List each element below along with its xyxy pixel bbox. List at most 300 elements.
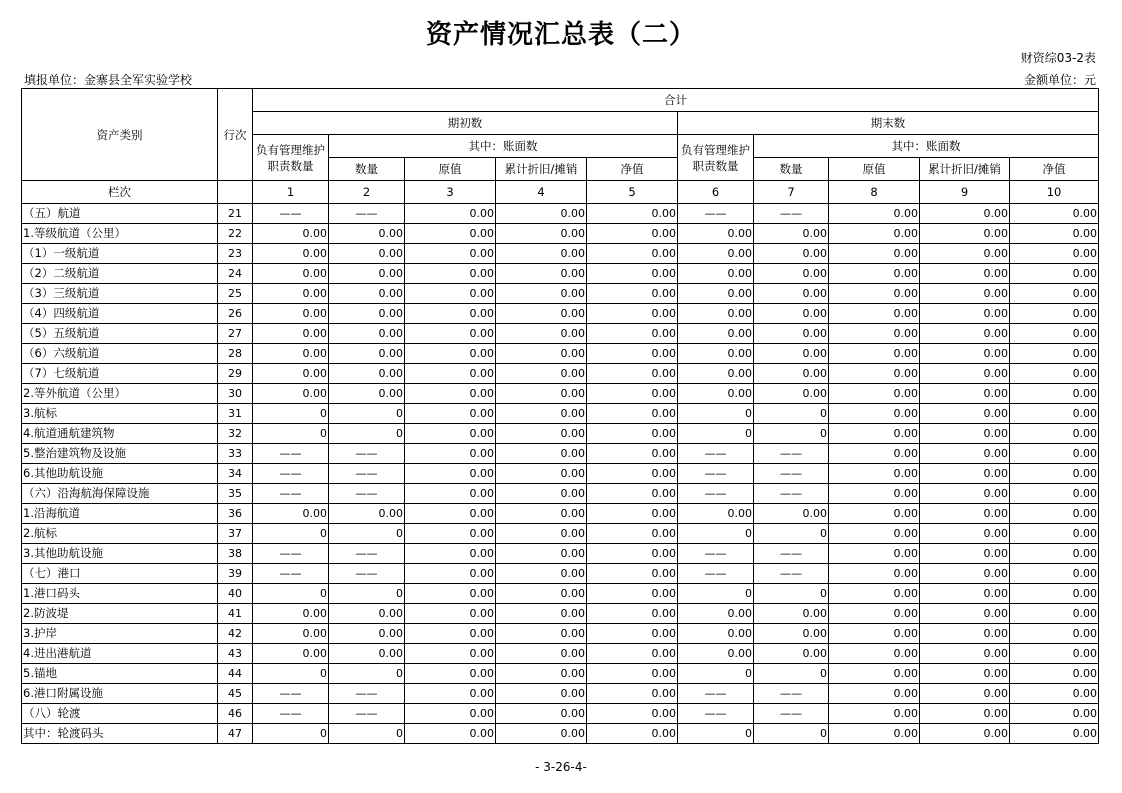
value-cell: 0.00 — [678, 624, 754, 644]
asset-category-cell: 4.航道通航建筑物 — [22, 424, 218, 444]
value-cell: 0.00 — [920, 384, 1010, 404]
value-cell: 0.00 — [405, 244, 496, 264]
value-cell: 0.00 — [405, 404, 496, 424]
table-row — [22, 544, 1099, 564]
value-cell: 0.00 — [1010, 284, 1099, 304]
value-cell: 0.00 — [829, 344, 920, 364]
value-cell: 0 — [253, 724, 329, 744]
value-cell: 0 — [678, 424, 754, 444]
table-body — [22, 204, 1099, 744]
value-cell: 0 — [754, 524, 829, 544]
value-cell: 0.00 — [496, 504, 587, 524]
value-cell: —— — [754, 464, 829, 484]
table-row — [22, 604, 1099, 624]
value-cell: 0.00 — [405, 304, 496, 324]
value-cell: 0.00 — [405, 604, 496, 624]
value-cell: —— — [678, 204, 754, 224]
header-book-begin: 其中：账面数 — [329, 135, 678, 158]
value-cell: 0.00 — [1010, 564, 1099, 584]
value-cell: 0.00 — [754, 344, 829, 364]
value-cell: 0.00 — [496, 304, 587, 324]
asset-category-cell: 1.沿海航道 — [22, 504, 218, 524]
value-cell: 0.00 — [920, 204, 1010, 224]
table-row — [22, 284, 1099, 304]
value-cell: —— — [754, 444, 829, 464]
value-cell: 0.00 — [754, 304, 829, 324]
value-cell: 0.00 — [1010, 704, 1099, 724]
value-cell: 0.00 — [405, 364, 496, 384]
asset-category-cell: （2）二级航道 — [22, 264, 218, 284]
value-cell: 0.00 — [829, 684, 920, 704]
value-cell: 0.00 — [329, 384, 405, 404]
row-number-cell: 27 — [218, 324, 253, 344]
value-cell: 0.00 — [1010, 384, 1099, 404]
value-cell: 0 — [678, 584, 754, 604]
asset-category-cell: （六）沿海航海保障设施 — [22, 484, 218, 504]
value-cell: 0.00 — [496, 424, 587, 444]
value-cell: 0.00 — [1010, 224, 1099, 244]
value-cell: 0.00 — [920, 344, 1010, 364]
value-cell: 0.00 — [253, 284, 329, 304]
value-cell: 0.00 — [405, 584, 496, 604]
value-cell: 0.00 — [920, 604, 1010, 624]
value-cell: —— — [754, 704, 829, 724]
header-original-end: 原值 — [829, 158, 920, 181]
value-cell: 0 — [253, 424, 329, 444]
asset-category-cell: （6）六级航道 — [22, 344, 218, 364]
value-cell: 0.00 — [329, 364, 405, 384]
value-cell: 0.00 — [1010, 724, 1099, 744]
value-cell: 0 — [678, 664, 754, 684]
value-cell: —— — [253, 204, 329, 224]
value-cell: —— — [329, 684, 405, 704]
column-number: 7 — [754, 181, 829, 204]
value-cell: 0.00 — [329, 344, 405, 364]
value-cell: 0.00 — [329, 244, 405, 264]
value-cell: —— — [253, 704, 329, 724]
value-cell: 0.00 — [587, 424, 678, 444]
asset-category-cell: （5）五级航道 — [22, 324, 218, 344]
header-asset-category: 资产类别 — [22, 89, 218, 181]
asset-category-cell: （7）七级航道 — [22, 364, 218, 384]
table-row — [22, 324, 1099, 344]
value-cell: 0.00 — [1010, 344, 1099, 364]
value-cell: —— — [329, 544, 405, 564]
header-qty-begin: 数量 — [329, 158, 405, 181]
value-cell: 0.00 — [1010, 584, 1099, 604]
table-row — [22, 344, 1099, 364]
asset-category-cell: （1）一级航道 — [22, 244, 218, 264]
row-number-cell: 22 — [218, 224, 253, 244]
value-cell: 0.00 — [754, 644, 829, 664]
value-cell: 0.00 — [1010, 524, 1099, 544]
value-cell: 0.00 — [329, 604, 405, 624]
header-responsible-qty-begin: 负有管理维护职责数量 — [253, 135, 329, 181]
row-number-cell: 38 — [218, 544, 253, 564]
value-cell: 0.00 — [496, 324, 587, 344]
row-number-cell: 30 — [218, 384, 253, 404]
value-cell: 0.00 — [920, 564, 1010, 584]
value-cell: 0.00 — [329, 304, 405, 324]
value-cell: 0.00 — [1010, 404, 1099, 424]
column-number: 9 — [920, 181, 1010, 204]
header-responsible-qty-end: 负有管理维护职责数量 — [678, 135, 754, 181]
value-cell: 0.00 — [587, 404, 678, 424]
asset-category-cell: 5.整治建筑物及设施 — [22, 444, 218, 464]
asset-summary-table — [21, 88, 1099, 744]
value-cell: 0.00 — [496, 244, 587, 264]
value-cell: 0.00 — [405, 564, 496, 584]
header-row-no: 行次 — [218, 89, 253, 181]
value-cell: 0.00 — [829, 324, 920, 344]
table-row — [22, 484, 1099, 504]
value-cell: —— — [754, 564, 829, 584]
table-row — [22, 724, 1099, 744]
row-number-cell: 46 — [218, 704, 253, 724]
value-cell: 0.00 — [405, 684, 496, 704]
value-cell: 0.00 — [754, 284, 829, 304]
value-cell: —— — [329, 204, 405, 224]
value-cell: 0.00 — [587, 704, 678, 724]
value-cell: 0.00 — [253, 384, 329, 404]
value-cell: 0.00 — [329, 224, 405, 244]
value-cell: 0.00 — [587, 524, 678, 544]
row-number-cell: 23 — [218, 244, 253, 264]
value-cell: 0.00 — [496, 444, 587, 464]
value-cell: 0 — [329, 524, 405, 544]
value-cell: —— — [678, 464, 754, 484]
row-number-cell: 33 — [218, 444, 253, 464]
value-cell: 0.00 — [587, 644, 678, 664]
row-number-cell: 42 — [218, 624, 253, 644]
value-cell: 0.00 — [587, 684, 678, 704]
value-cell: 0.00 — [405, 464, 496, 484]
value-cell: 0.00 — [829, 424, 920, 444]
value-cell: —— — [329, 704, 405, 724]
value-cell: 0.00 — [829, 704, 920, 724]
value-cell: 0.00 — [829, 444, 920, 464]
value-cell: 0.00 — [1010, 464, 1099, 484]
value-cell: 0.00 — [587, 324, 678, 344]
header-depreciation-end: 累计折旧/摊销 — [920, 158, 1010, 181]
value-cell: 0.00 — [496, 484, 587, 504]
row-number-cell: 37 — [218, 524, 253, 544]
value-cell: 0.00 — [1010, 484, 1099, 504]
value-cell: 0.00 — [1010, 364, 1099, 384]
table-row — [22, 404, 1099, 424]
value-cell: 0 — [329, 664, 405, 684]
row-number-cell: 40 — [218, 584, 253, 604]
value-cell: 0.00 — [587, 724, 678, 744]
value-cell: 0 — [329, 584, 405, 604]
value-cell: —— — [253, 684, 329, 704]
value-cell: 0 — [253, 664, 329, 684]
value-cell: 0.00 — [920, 624, 1010, 644]
value-cell: 0.00 — [920, 724, 1010, 744]
value-cell: 0.00 — [253, 344, 329, 364]
value-cell: 0.00 — [829, 404, 920, 424]
value-cell: 0.00 — [587, 304, 678, 324]
value-cell: 0.00 — [587, 384, 678, 404]
value-cell: 0.00 — [829, 724, 920, 744]
value-cell: 0.00 — [678, 384, 754, 404]
value-cell: 0.00 — [678, 324, 754, 344]
table-row — [22, 364, 1099, 384]
value-cell: 0.00 — [754, 604, 829, 624]
value-cell: 0.00 — [920, 284, 1010, 304]
value-cell: 0.00 — [920, 244, 1010, 264]
value-cell: 0.00 — [587, 224, 678, 244]
value-cell: 0.00 — [1010, 544, 1099, 564]
asset-category-cell: （4）四级航道 — [22, 304, 218, 324]
row-number-cell: 47 — [218, 724, 253, 744]
value-cell: —— — [754, 544, 829, 564]
value-cell: 0.00 — [587, 624, 678, 644]
table-row — [22, 384, 1099, 404]
value-cell: 0.00 — [253, 504, 329, 524]
value-cell: 0.00 — [678, 224, 754, 244]
value-cell: 0.00 — [587, 584, 678, 604]
value-cell: 0.00 — [253, 644, 329, 664]
value-cell: 0.00 — [253, 264, 329, 284]
value-cell: 0.00 — [678, 604, 754, 624]
column-number: 3 — [405, 181, 496, 204]
value-cell: 0.00 — [405, 204, 496, 224]
header-total: 合计 — [253, 89, 1099, 112]
value-cell: 0.00 — [678, 504, 754, 524]
value-cell: 0.00 — [829, 364, 920, 384]
value-cell: 0.00 — [1010, 604, 1099, 624]
value-cell: 0.00 — [329, 504, 405, 524]
asset-category-cell: （五）航道 — [22, 204, 218, 224]
column-number: 8 — [829, 181, 920, 204]
value-cell: 0.00 — [829, 384, 920, 404]
value-cell: 0.00 — [587, 464, 678, 484]
value-cell: —— — [329, 444, 405, 464]
column-number: 6 — [678, 181, 754, 204]
header-depreciation-begin: 累计折旧/摊销 — [496, 158, 587, 181]
value-cell: 0.00 — [829, 624, 920, 644]
value-cell: 0.00 — [920, 644, 1010, 664]
value-cell: 0.00 — [829, 504, 920, 524]
value-cell: 0.00 — [829, 564, 920, 584]
table-row — [22, 264, 1099, 284]
value-cell: 0.00 — [1010, 324, 1099, 344]
value-cell: 0.00 — [405, 384, 496, 404]
page-number: - 3-26-4- — [535, 760, 587, 774]
value-cell: 0.00 — [405, 224, 496, 244]
value-cell: —— — [754, 204, 829, 224]
value-cell: 0.00 — [920, 424, 1010, 444]
asset-category-cell: 2.等外航道（公里） — [22, 384, 218, 404]
value-cell: 0.00 — [1010, 444, 1099, 464]
value-cell: 0.00 — [405, 284, 496, 304]
table-row — [22, 204, 1099, 224]
table-row — [22, 224, 1099, 244]
value-cell: 0.00 — [405, 544, 496, 564]
header-end: 期末数 — [678, 112, 1099, 135]
value-cell: 0.00 — [405, 524, 496, 544]
value-cell: 0.00 — [829, 464, 920, 484]
value-cell: 0 — [329, 724, 405, 744]
value-cell: 0.00 — [496, 264, 587, 284]
asset-category-cell: （3）三级航道 — [22, 284, 218, 304]
value-cell: 0.00 — [920, 304, 1010, 324]
value-cell: 0.00 — [587, 564, 678, 584]
value-cell: 0.00 — [587, 484, 678, 504]
value-cell: 0.00 — [678, 244, 754, 264]
column-number: 10 — [1010, 181, 1099, 204]
value-cell: 0.00 — [496, 524, 587, 544]
value-cell: 0.00 — [920, 324, 1010, 344]
value-cell: 0.00 — [405, 444, 496, 464]
value-cell: 0.00 — [920, 584, 1010, 604]
value-cell: 0 — [678, 524, 754, 544]
asset-category-cell: 1.等级航道（公里） — [22, 224, 218, 244]
value-cell: 0.00 — [587, 444, 678, 464]
value-cell: 0.00 — [405, 424, 496, 444]
row-number-cell: 44 — [218, 664, 253, 684]
value-cell: —— — [329, 464, 405, 484]
row-number-cell: 28 — [218, 344, 253, 364]
value-cell: 0.00 — [405, 644, 496, 664]
value-cell: 0.00 — [329, 644, 405, 664]
value-cell: —— — [678, 444, 754, 464]
asset-category-cell: 6.其他助航设施 — [22, 464, 218, 484]
value-cell: 0.00 — [405, 324, 496, 344]
table-row — [22, 624, 1099, 644]
value-cell: 0.00 — [587, 364, 678, 384]
row-number-cell: 34 — [218, 464, 253, 484]
value-cell: 0.00 — [754, 384, 829, 404]
row-number-cell: 36 — [218, 504, 253, 524]
value-cell: 0 — [329, 404, 405, 424]
value-cell: 0.00 — [253, 244, 329, 264]
table-row — [22, 684, 1099, 704]
table-row — [22, 304, 1099, 324]
value-cell: 0.00 — [587, 344, 678, 364]
value-cell: 0.00 — [829, 244, 920, 264]
value-cell: 0.00 — [253, 604, 329, 624]
value-cell: —— — [678, 564, 754, 584]
value-cell: 0 — [329, 424, 405, 444]
value-cell: 0.00 — [920, 704, 1010, 724]
table-row — [22, 424, 1099, 444]
value-cell: 0.00 — [253, 224, 329, 244]
value-cell: 0.00 — [496, 604, 587, 624]
value-cell: 0.00 — [829, 224, 920, 244]
value-cell: 0.00 — [253, 324, 329, 344]
value-cell: 0.00 — [405, 664, 496, 684]
table-row — [22, 564, 1099, 584]
value-cell: 0.00 — [754, 364, 829, 384]
table-row — [22, 244, 1099, 264]
table-row — [22, 504, 1099, 524]
value-cell: 0.00 — [496, 684, 587, 704]
form-code: 财资综03-2表 — [1020, 51, 1096, 65]
value-cell: 0.00 — [587, 264, 678, 284]
value-cell: 0 — [754, 424, 829, 444]
value-cell: 0.00 — [329, 324, 405, 344]
value-cell: 0.00 — [405, 724, 496, 744]
column-number: 4 — [496, 181, 587, 204]
value-cell: 0.00 — [920, 524, 1010, 544]
value-cell: 0.00 — [405, 624, 496, 644]
value-cell: 0.00 — [496, 704, 587, 724]
filling-unit: 填报单位：金寨县全军实验学校 — [24, 73, 193, 87]
report-title: 资产情况汇总表（二） — [425, 20, 696, 50]
value-cell: 0.00 — [405, 344, 496, 364]
value-cell: 0.00 — [496, 464, 587, 484]
column-number: 1 — [253, 181, 329, 204]
value-cell: 0.00 — [1010, 644, 1099, 664]
value-cell: 0 — [754, 724, 829, 744]
value-cell: 0.00 — [829, 604, 920, 624]
value-cell: 0.00 — [496, 624, 587, 644]
table-row — [22, 464, 1099, 484]
value-cell: —— — [253, 544, 329, 564]
value-cell: 0.00 — [829, 284, 920, 304]
value-cell: 0.00 — [920, 364, 1010, 384]
value-cell: 0.00 — [920, 664, 1010, 684]
row-number-cell: 39 — [218, 564, 253, 584]
column-row-label: 栏次 — [22, 181, 218, 204]
table-row — [22, 524, 1099, 544]
value-cell: 0.00 — [253, 624, 329, 644]
value-cell: 0.00 — [1010, 204, 1099, 224]
row-number-cell: 31 — [218, 404, 253, 424]
value-cell: —— — [253, 464, 329, 484]
value-cell: 0.00 — [587, 664, 678, 684]
value-cell: 0.00 — [587, 504, 678, 524]
value-cell: 0.00 — [829, 524, 920, 544]
value-cell: 0.00 — [496, 344, 587, 364]
value-cell: 0.00 — [587, 204, 678, 224]
value-cell: 0.00 — [496, 724, 587, 744]
value-cell: 0.00 — [496, 384, 587, 404]
value-cell: 0.00 — [678, 344, 754, 364]
value-cell: 0.00 — [920, 544, 1010, 564]
value-cell: 0.00 — [1010, 504, 1099, 524]
table-row — [22, 444, 1099, 464]
header-original-begin: 原值 — [405, 158, 496, 181]
value-cell: —— — [329, 484, 405, 504]
value-cell: 0.00 — [329, 284, 405, 304]
value-cell: 0 — [253, 524, 329, 544]
value-cell: 0.00 — [1010, 424, 1099, 444]
value-cell: 0.00 — [1010, 244, 1099, 264]
value-cell: 0.00 — [829, 204, 920, 224]
value-cell: 0 — [253, 404, 329, 424]
value-cell: 0.00 — [754, 504, 829, 524]
value-cell: —— — [253, 444, 329, 464]
row-number-cell: 26 — [218, 304, 253, 324]
value-cell: 0.00 — [1010, 624, 1099, 644]
value-cell: 0.00 — [496, 644, 587, 664]
value-cell: 0.00 — [405, 504, 496, 524]
table-row — [22, 704, 1099, 724]
value-cell: 0.00 — [1010, 304, 1099, 324]
asset-category-cell: 3.护岸 — [22, 624, 218, 644]
value-cell: 0.00 — [496, 664, 587, 684]
value-cell: 0.00 — [587, 284, 678, 304]
table-row — [22, 584, 1099, 604]
value-cell: 0.00 — [1010, 264, 1099, 284]
asset-category-cell: （七）港口 — [22, 564, 218, 584]
table-row — [22, 664, 1099, 684]
value-cell: —— — [678, 704, 754, 724]
value-cell: —— — [253, 484, 329, 504]
